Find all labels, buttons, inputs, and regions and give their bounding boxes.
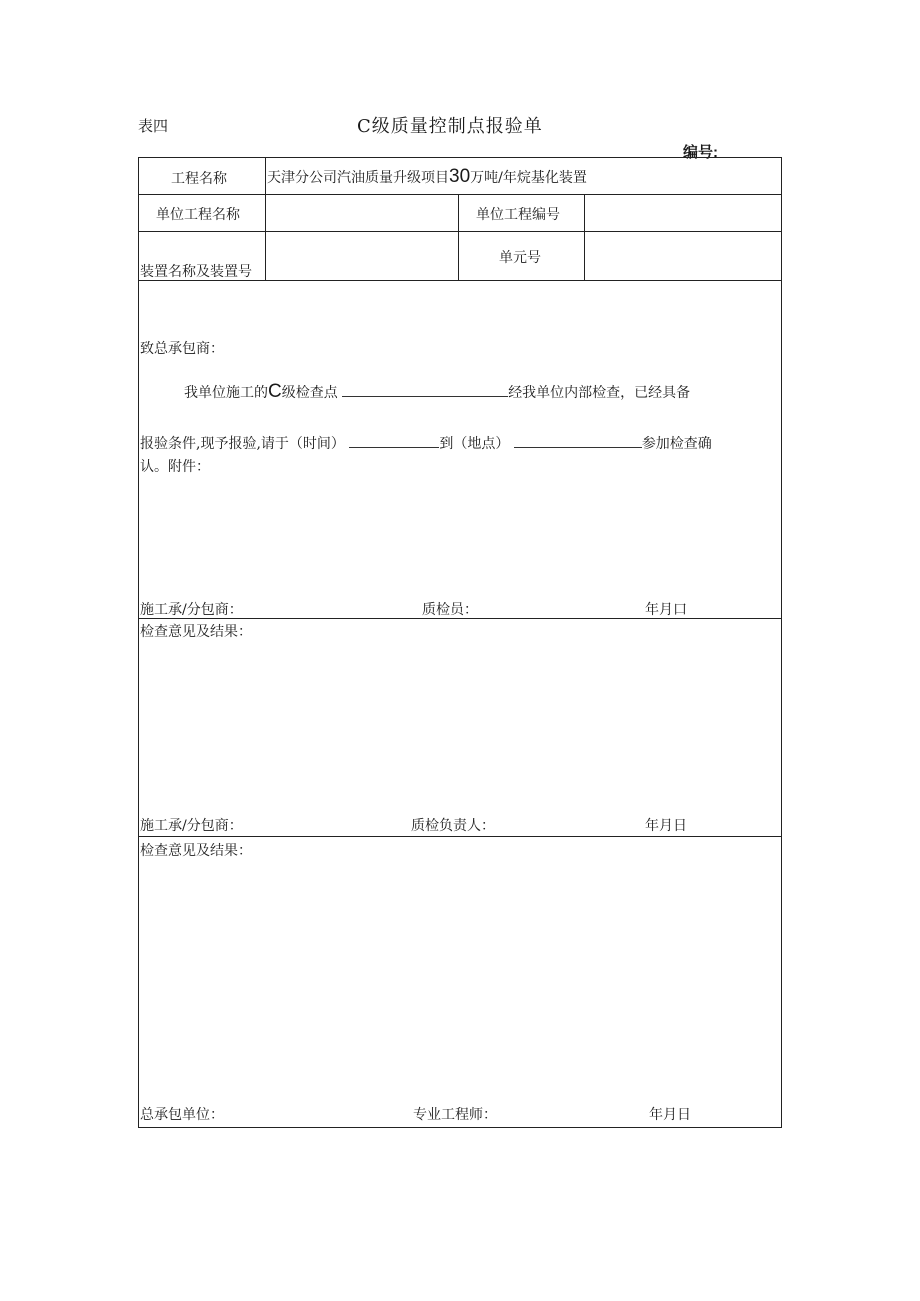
column-divider: [265, 157, 266, 281]
project-name-suffix: 万吨/年烷基化装置: [470, 170, 587, 186]
form-title: C级质量控制点报验单: [357, 116, 543, 137]
review-1-heading: 检查意见及结果：: [140, 624, 252, 640]
contractor-signature-label: 施工承/分包商：: [140, 602, 243, 618]
review-1-date-label: 年月日: [645, 818, 687, 834]
section-divider: [138, 836, 782, 837]
location-blank[interactable]: [514, 435, 642, 448]
line2-prefix: 报验条件,现予报验,请于（时间）: [140, 436, 345, 452]
form-frame: [138, 157, 782, 1128]
line1-suffix: 经我单位内部检查，已经具备: [508, 385, 691, 401]
application-line-3: 认。附件：: [140, 459, 210, 475]
row-divider: [138, 231, 782, 232]
review-2-contractor-label: 总承包单位：: [140, 1107, 224, 1123]
inspection-grade: C: [268, 381, 282, 402]
inspector-signature-label: 质检员：: [422, 602, 478, 618]
application-line-2: [140, 433, 712, 453]
line1-prefix: 我单位施工的: [184, 385, 268, 401]
project-name-value: [267, 166, 587, 188]
addressee: 致总承包商：: [140, 341, 224, 357]
unit-project-name-label: 单位工程名称: [156, 207, 240, 223]
device-name-label: 装置名称及装置号: [140, 264, 252, 280]
review-2-date-label: 年月日: [649, 1107, 691, 1123]
checkpoint-blank[interactable]: [342, 384, 508, 397]
line1-mid: 级检查点: [281, 385, 338, 401]
review-1-inspector-label: 质检负责人：: [411, 818, 495, 834]
unit-project-no-label: 单位工程编号: [476, 207, 560, 223]
review-1-contractor-label: 施工承/分包商：: [140, 818, 243, 834]
row-divider: [138, 194, 782, 195]
column-divider: [458, 194, 459, 281]
date-label: 年月口: [645, 602, 687, 618]
application-line-1: [184, 381, 690, 403]
review-2-heading: 检查意见及结果：: [140, 843, 252, 859]
project-capacity-number: 30: [449, 166, 471, 187]
column-divider: [584, 194, 585, 281]
project-name-prefix: 天津分公司汽油质量升级项目: [267, 170, 449, 186]
review-2-engineer-label: 专业工程师：: [413, 1107, 497, 1123]
table-label: 表四: [138, 117, 169, 135]
serial-number-label: 编号:: [683, 144, 718, 161]
project-name-label: 工程名称: [171, 171, 227, 187]
time-blank[interactable]: [349, 435, 439, 448]
unit-no-label: 单元号: [499, 250, 541, 266]
line2-suffix: 参加检查确: [641, 436, 712, 452]
line2-mid: 到（地点）: [439, 436, 510, 452]
